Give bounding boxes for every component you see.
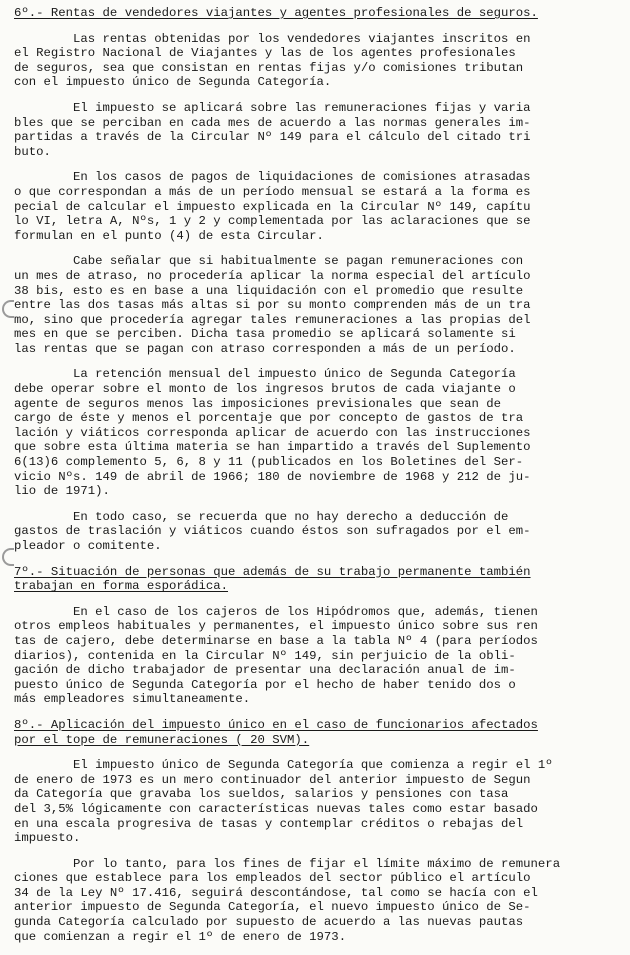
text-line: ciones que establece para los empleados del sector público el artículo	[14, 871, 531, 886]
text-line: tas de cajero, debe determinarse en base a la tabla Nº 4 (para períodos	[14, 633, 538, 648]
text-line: El impuesto único de Segunda Categoría que comienza a regir el 1º	[14, 758, 553, 773]
text-line: de seguros, sea que consistan en rentas fijas y/o comisiones tributan	[14, 60, 524, 75]
text-line: otros empleos habituales y permanentes, el impuesto único sobre sus ren	[14, 619, 538, 634]
paragraph	[14, 101, 618, 159]
text-line: 6º.- Rentas de vendedores viajantes y agentes profesionales de seguros.	[14, 6, 538, 20]
text-line: pecial de calcular el impuesto explicada en la Circular Nº 149, capítu	[14, 199, 531, 214]
text-line: 38 bis, esto es en base a una liquidación con el promedio que resulte	[14, 283, 524, 298]
text-line: buto.	[14, 144, 51, 159]
text-line: El impuesto se aplicará sobre las remuneraciones fijas y varia	[14, 100, 531, 115]
text-line: lación y viáticos corresponda aplicar de acuerdo con las instrucciones	[14, 425, 531, 440]
text-line: bles que se perciban en cada mes de acuerdo a las normas generales im-	[14, 115, 531, 130]
text-line: que comienzan a regir el 1º de enero de 1973.	[14, 929, 347, 944]
text-line: del 3,5% lógicamente con características nuevas tales como estar basado	[14, 801, 538, 816]
text-line: vicio Nºs. 149 de abril de 1966; 180 de noviembre de 1968 y 212 de ju-	[14, 469, 531, 484]
text-line: En los casos de pagos de liquidaciones de comisiones atrasadas	[14, 170, 531, 185]
text-line: da Categoría que gravaba los sueldos, salarios y pensiones con tasa	[14, 787, 509, 802]
paragraph	[14, 367, 618, 498]
text-line: En todo caso, se recuerda que no hay derecho a deducción de	[14, 509, 509, 524]
paragraph	[14, 510, 618, 554]
text-line: un mes de atraso, no procedería aplicar la norma especial del artículo	[14, 268, 531, 283]
text-line: pleador o comitente.	[14, 539, 162, 553]
text-line: 8º.- Aplicación del impuesto único en el caso de funcionarios afectados	[14, 717, 538, 732]
text-line: el Registro Nacional de Viajantes y las de los agentes profesionales	[14, 46, 516, 61]
paragraph	[14, 758, 618, 846]
text-line: mo, sino que procedería agregar tales remuneraciones a las propias del	[14, 312, 531, 327]
text-line: formulan en el punto (4) de esta Circular.	[14, 228, 324, 243]
text-line: Por lo tanto, para los fines de fijar el límite máximo de remunera	[14, 856, 561, 871]
paragraph	[14, 32, 618, 90]
text-line: En el caso de los cajeros de los Hipódromos que, además, tienen	[14, 604, 538, 619]
section-heading	[14, 718, 618, 747]
section-heading	[14, 6, 618, 21]
text-line: agente de seguros menos las imposiciones previsionales que sean de	[14, 396, 502, 411]
text-line: debe operar sobre el monto de los ingresos brutos de cada viajante o	[14, 382, 516, 397]
text-line: puesto único de Segunda Categoría por el hecho de haber tenido dos o	[14, 677, 516, 692]
text-line: 34 de la Ley Nº 17.416, seguirá descontándose, tal como se hacía con el	[14, 885, 538, 900]
text-line: diarios), contenida en la Circular Nº 149, sin perjuicio de la obli-	[14, 648, 516, 663]
paragraph	[14, 857, 618, 945]
text-line: mes en que se perciben. Dicha tasa promedio se aplicará solamente si	[14, 327, 516, 342]
section-heading	[14, 565, 618, 594]
text-line: con el impuesto único de Segunda Categoría.	[14, 75, 332, 90]
text-line: más empleadores simultaneamente.	[14, 692, 251, 707]
text-line: de enero de 1973 es un mero continuador del anterior impuesto de Segun	[14, 772, 531, 787]
text-line: partidas a través de la Circular Nº 149 para el cálculo del citado tri	[14, 130, 531, 145]
punch-hole-mark	[2, 300, 14, 318]
text-line: 6(13)6 complemento 5, 6, 8 y 11 (publicados en los Boletines del Ser-	[14, 455, 524, 470]
text-line: trabajan en forma esporádica.	[14, 579, 229, 594]
text-line: gastos de traslación y viáticos cuando éstos son sufragados por el em-	[14, 524, 531, 539]
paragraph	[14, 254, 618, 356]
text-line: en una escala progresiva de tasas y contemplar créditos o rebajas del	[14, 816, 524, 831]
text-line: Cabe señalar que si habitualmente se pagan remuneraciones con	[14, 254, 524, 269]
text-line: La retención mensual del impuesto único de Segunda Categoría	[14, 367, 516, 382]
text-line: las rentas que se pagan con atraso corresponden a más de un período.	[14, 341, 516, 356]
text-line: lo VI, letra A, Nºs, 1 y 2 y complementada por las aclaraciones que se	[14, 214, 531, 229]
punch-hole-mark	[2, 548, 14, 566]
text-line: gunda Categoría calculado por supuesto de acuerdo a las nuevas pautas	[14, 915, 524, 930]
text-line: por el tope de remuneraciones ( 20 SVM).	[14, 732, 310, 747]
text-line: impuesto.	[14, 831, 81, 846]
paragraph	[14, 170, 618, 243]
text-line: cargo de éste y menos el porcentaje que por concepto de gastos de tra	[14, 411, 524, 426]
text-line: gación de dicho trabajador de presentar una declaración anual de im-	[14, 663, 516, 678]
text-line: anterior impuesto de Segunda Categoría, el nuevo impuesto único de Se-	[14, 900, 531, 915]
paragraph	[14, 605, 618, 707]
text-line: Las rentas obtenidas por los vendedores viajantes inscritos en	[14, 31, 531, 46]
document-page	[14, 6, 618, 955]
text-line: o que correspondan a más de un período mensual se estará a la forma es	[14, 184, 531, 199]
text-line: lio de 1971).	[14, 484, 110, 499]
text-line: que sobre esta última materia se han impartido a través del Suplemento	[14, 440, 531, 455]
text-line: entre las dos tasas más altas si por su monto comprenden más de un tra	[14, 298, 531, 313]
text-line: 7º.- Situación de personas que además de su trabajo permanente también	[14, 564, 531, 579]
